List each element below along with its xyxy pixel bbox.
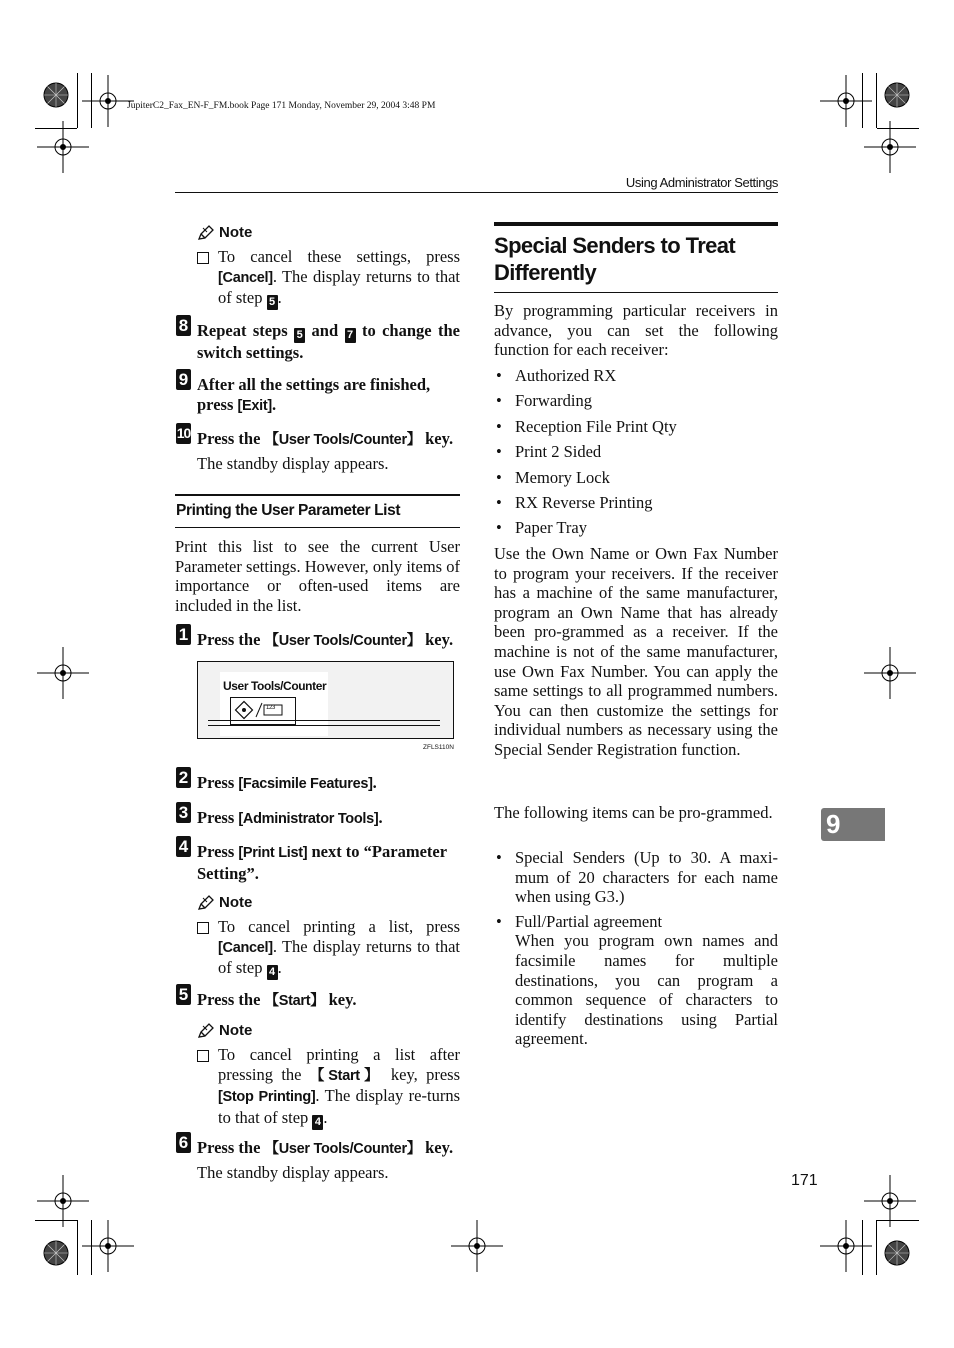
note-heading: Note (197, 1022, 252, 1039)
programmable-items-list (494, 848, 778, 1049)
step-result: The standby display appears. (197, 1163, 389, 1182)
step-number: 5 (176, 984, 191, 1005)
step-instruction: Press [Facsimile Features]. (197, 773, 377, 792)
list-item: • RX Reverse Printing (494, 493, 778, 513)
control-panel-illustration (197, 661, 454, 739)
page-number: 171 (791, 1172, 818, 1189)
step-instruction: Press the 【User Tools/Counter】 key. (197, 630, 454, 649)
step-number: 4 (176, 836, 191, 857)
header-rule (175, 192, 778, 193)
section-paragraph: The following items can be pro-grammed. (494, 803, 773, 822)
section-heading: Special Senders to Treat Differently (494, 233, 736, 285)
step-result: The standby display appears. (197, 454, 389, 473)
step-number: 2 (176, 767, 191, 788)
list-item: • Full/Partial agreement When you program own names and facsimile names for multiple destinations, you can program a common sequence of characters to identify destinations using Partial agreement. (494, 912, 778, 1049)
step-instruction: Press [Administrator Tools]. (197, 808, 383, 827)
step-instruction: Press [Print List] next to “Parameter Setting”. (197, 842, 447, 883)
chapter-tab: 9 (821, 808, 885, 841)
section-intro: By programming particular receivers in advance, you can set the following function for each receiver: (494, 301, 778, 360)
book-meta-line: JupiterC2_Fax_EN-F_FM.book Page 171 Monday, November 29, 2004 3:48 PM (127, 101, 436, 111)
panel-label: User Tools/Counter (223, 679, 327, 693)
note-heading: Note (197, 224, 252, 241)
list-item: • Print 2 Sided (494, 442, 778, 462)
note-checkbox (197, 252, 209, 264)
list-item: • Forwarding (494, 391, 778, 411)
section-paragraph: Use the Own Name or Own Fax Number to program your receivers. If the receiver has a machine of the same manufacturer, program an Own Name that has already been pro-grammed as a receiver. If the machine is not of the same manufacturer, use Own Fax Number. You can apply the same settings to all programmed numbers. You can then customize the settings for individual numbers as necessary using the Special Sender Registration function. (494, 544, 778, 759)
step-number: 6 (176, 1132, 191, 1153)
step-instruction: Press the 【Start】 key. (197, 990, 357, 1009)
pencil-icon (197, 1023, 215, 1039)
subheading-rule-bottom (175, 527, 460, 528)
counter-digits: 1 2 3 (266, 705, 275, 711)
step-instruction: Repeat steps 5 and 7 to change the switch settings. (197, 321, 460, 362)
panel-line (208, 720, 440, 721)
note-checkbox (197, 1050, 209, 1062)
list-item: • Memory Lock (494, 468, 778, 488)
step-number: 3 (176, 802, 191, 823)
step-number: 10 (176, 423, 191, 444)
pencil-icon (197, 895, 215, 911)
list-item: • Authorized RX (494, 366, 778, 386)
pencil-icon (197, 225, 215, 241)
section-rule-bottom (494, 292, 778, 293)
list-item: • Reception File Print Qty (494, 417, 778, 437)
section-rule-top (494, 222, 778, 226)
intro-paragraph: Print this list to see the current User Parameter settings. However, only items of importance or often-used items are included in the list. (175, 537, 460, 615)
step-instruction: Press the 【User Tools/Counter】 key. (197, 1138, 454, 1157)
note-text: To cancel these settings, press [Cancel]. The display returns to that of step 5 . (218, 247, 460, 309)
user-tools-icon (234, 700, 294, 722)
note-heading: Note (197, 894, 252, 911)
step-number: 8 (176, 315, 191, 336)
note-text: To cancel printing a list after pressing the 【Start】 key, press [Stop Printing]. The display re-turns to that of step 4 . (218, 1045, 461, 1128)
list-item: • Special Senders (Up to 30. A maxi-mum of 20 characters for each name when using G3.) (494, 848, 778, 907)
running-header: Using Administrator Settings (625, 175, 778, 190)
note-checkbox (197, 922, 209, 934)
note-text: To cancel printing a list, press [Cancel]. The display returns to that of step 4 . (218, 917, 460, 979)
step-instruction: After all the settings are finished, press [Exit]. (197, 375, 431, 414)
figure-id: ZFLS110N (423, 744, 454, 751)
subheading-rule-top (175, 494, 460, 496)
panel-line (208, 725, 440, 726)
step-number: 1 (176, 624, 191, 645)
function-list (494, 366, 778, 538)
step-instruction: Press the 【User Tools/Counter】 key. (197, 429, 454, 448)
list-item: • Paper Tray (494, 518, 778, 538)
step-number: 9 (176, 369, 191, 390)
subheading: Printing the User Parameter List (176, 502, 401, 519)
